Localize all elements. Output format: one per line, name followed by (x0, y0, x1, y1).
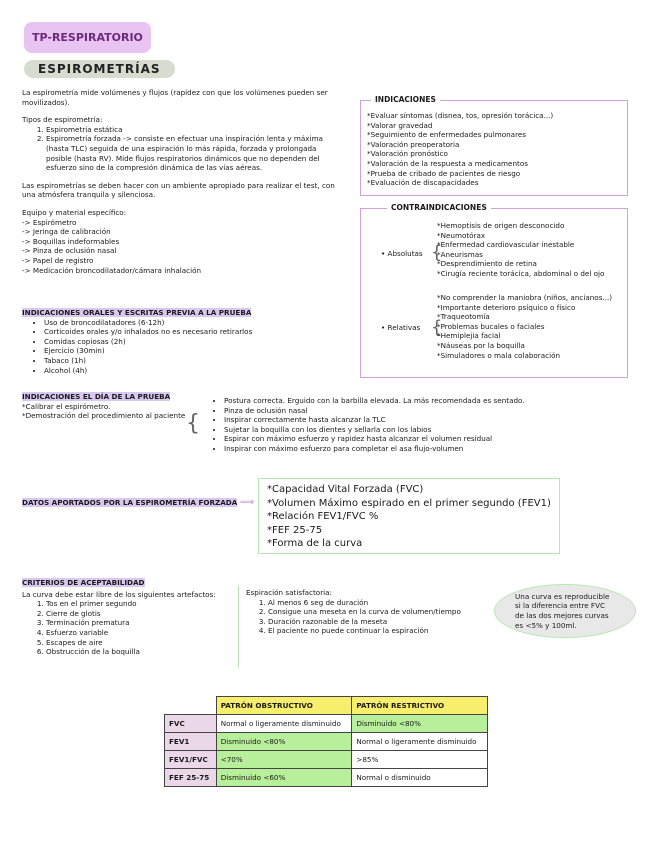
indicacion-item: *Valoración de la respuesta a medicamentos (367, 158, 528, 168)
list-item: • Inspirar correctamente hasta alcanzar la TLC (224, 415, 604, 425)
indicaciones-title: INDICACIONES (371, 95, 440, 104)
table-row (165, 733, 488, 751)
indicacion-item: *Valorar gravedad (367, 120, 433, 130)
list-item: • Tabaco (1h) (44, 356, 342, 366)
note-bubble (494, 584, 636, 638)
table-header-row (165, 697, 488, 715)
brace-icon: { (431, 242, 443, 263)
satisf-list (246, 598, 486, 636)
intro-section (22, 88, 340, 275)
list-item: • Corticoides orales y/o inhalados no es necesario retirarlos (44, 327, 342, 337)
list-item: 6. Obstrucción de la boquilla (46, 647, 236, 657)
list-item: *Problemas bucales o faciales (437, 321, 545, 331)
equipment-item: -> Jeringa de calibración (22, 227, 111, 237)
table-cell: Normal o ligeramente disminuido (216, 715, 352, 733)
table-row (165, 769, 488, 787)
list-item: 1. Espirometría estática (46, 125, 340, 135)
equipment-item: -> Boquillas indeformables (22, 236, 120, 246)
table-cell: Disminuido <80% (352, 715, 488, 733)
indicacion-item: *Valoración preoperatoria (367, 139, 460, 149)
patterns-table (164, 696, 488, 787)
list-item: 2. Cierre de glotis (46, 609, 236, 619)
table-corner (165, 697, 217, 715)
dia-prueba-item: *Calibrar el espirómetro. (22, 401, 111, 411)
list-item: • Espirar con máximo esfuerzo y rapidez hasta alcanzar el volumen residual (224, 434, 604, 444)
previas-list (22, 318, 342, 376)
list-item: *Enfermedad cardiovascular inestable (437, 240, 575, 250)
equipment-title: Equipo y material específico: (22, 207, 127, 217)
dato-item: *Relación FEV1/FVC % (267, 511, 379, 522)
list-item: *Cirugía reciente torácica, abdominal o del ojo (437, 268, 605, 278)
contraindicaciones-box (360, 203, 628, 378)
list-item: *Simuladores o mala colaboración (437, 350, 561, 360)
list-item: *Traqueotomía (437, 312, 490, 322)
list-item: • Uso de broncodilatadores (6-12h) (44, 318, 342, 328)
dia-prueba-list (204, 396, 604, 454)
row-label: FVC (165, 715, 217, 733)
equipment-item: -> Pinza de oclusión nasal (22, 246, 117, 256)
criterios-intro: La curva debe estar libre de los siguientes artefactos: (22, 589, 216, 599)
table-cell: Normal o disminuido (352, 769, 488, 787)
list-item: 4. Esfuerzo variable (46, 628, 236, 638)
equipment-item: -> Medicación broncodilatador/cámara inhalación (22, 265, 202, 275)
list-item: • Alcohol (4h) (44, 366, 342, 376)
absolutas-label: • Absolutas (381, 249, 423, 258)
contraindicaciones-title: CONTRAINDICACIONES (387, 203, 491, 212)
indicacion-item: *Prueba de cribado de pacientes de riesgo (367, 168, 521, 178)
table-header: PATRÓN RESTRICTIVO (352, 697, 488, 715)
absolutas-list (437, 221, 604, 279)
equipment-item: -> Espirómetro (22, 217, 77, 227)
table-row (165, 715, 488, 733)
previas-title: INDICACIONES ORALES Y ESCRITAS PREVIA A LA PRUEBA (22, 308, 252, 317)
list-item: • Inspirar con máximo esfuerzo para completar el asa flujo-volumen (224, 444, 604, 454)
indicacion-item: *Evaluación de discapacidades (367, 178, 479, 188)
list-item: • Postura correcta. Erguido con la barbilla elevada. La más recomendada es sentado. (224, 396, 604, 406)
list-item: *Náuseas por la boquilla (437, 340, 525, 350)
relativas-label: • Relativas (381, 323, 421, 332)
table-cell: Disminuido <60% (216, 769, 352, 787)
list-item: *Desprendimiento de retina (437, 259, 537, 269)
absolutas-text: Absolutas (387, 249, 423, 258)
types-list (22, 125, 340, 173)
datos-title-text: DATOS APORTADOS POR LA ESPIROMETRÍA FORZADA (22, 498, 238, 507)
list-item: *Hemoptisis de origen desconocido (437, 221, 565, 230)
row-label: FEV1 (165, 733, 217, 751)
satisf-title: Espiración satisfactoria: (246, 588, 332, 597)
table-header: PATRÓN OBSTRUCTIVO (216, 697, 352, 715)
definition-text: La espirometría mide volúmenes y flujos (rapidez con que los volúmenes pueden ser movilizados). (22, 88, 328, 107)
list-item: • Pinza de oclusión nasal (224, 406, 604, 416)
list-item: 1. Al menos 6 seg de duración (268, 598, 486, 608)
datos-box (258, 478, 560, 554)
indicacion-item: *Seguimiento de enfermedades pulmonares (367, 130, 527, 140)
brace-icon: { (186, 411, 200, 436)
table-cell: >85% (352, 751, 488, 769)
brace-icon: { (431, 317, 443, 338)
dato-item: *Capacidad Vital Forzada (FVC) (267, 484, 424, 495)
artefactos-list (22, 599, 236, 657)
table-cell: Normal o ligeramente disminuido (352, 733, 488, 751)
indicacion-item: *Valoración pronóstico (367, 149, 448, 159)
list-item: 4. El paciente no puede continuar la espiración (268, 626, 486, 636)
environment-text: Las espirometrías se deben hacer con un ambiente apropiado para realizar el test, con una atmósfera tranquila y silenciosa. (22, 180, 335, 200)
row-label: FEF 25-75 (165, 769, 217, 787)
equipment-item: -> Papel de registro (22, 255, 94, 265)
previas-section (22, 308, 342, 375)
table-cell: <70% (216, 751, 352, 769)
row-label: FEV1/FVC (165, 751, 217, 769)
dia-prueba-title: INDICACIONES EL DÍA DE LA PRUEBA (22, 392, 171, 401)
dato-item: *FEF 25-75 (267, 524, 323, 536)
types-title: Tipos de espirometría: (22, 115, 103, 125)
note-text: Una curva es reproducible si la diferencia entre FVC de las dos mejores curvas es <5% y 100ml. (515, 591, 610, 630)
arrow-icon: ⟹ (239, 497, 255, 508)
list-item: *Hemiplejia facial (437, 331, 501, 341)
dato-item: *Volumen Máximo espirado en el primer segundo (FEV1) (267, 497, 551, 509)
relativas-list (437, 293, 612, 360)
criterios-title: CRITERIOS DE ACEPTABILIDAD (22, 578, 145, 587)
list-item: 5. Escapes de aire (46, 638, 236, 648)
table-row (165, 751, 488, 769)
list-item: *No comprender la maniobra (niños, ancianos...) (437, 293, 613, 302)
list-item: 3. Duración razonable de la meseta (268, 617, 486, 627)
list-item: 2. Espirometría forzada -> consiste en efectuar una inspiración lenta y máxima (hasta TLC) seguida de una espiración lo más rápida, forzada y prolongada posible (hasta RV). Mide flujos respiratorios dinámicos que no dependen del esfuerzo sino de la compresión dinámica de las vías aéreas. (46, 134, 340, 172)
indicaciones-box (360, 95, 628, 196)
title-tag: TP-RESPIRATORIO (24, 22, 151, 53)
indicacion-item: *Evaluar síntomas (disnea, tos, opresión torácica...) (367, 111, 554, 120)
dato-item: *Forma de la curva (267, 538, 363, 549)
divider (238, 586, 239, 668)
list-item: • Ejercicio (30min) (44, 346, 342, 356)
list-item: 1. Tos en el primer segundo (46, 599, 236, 609)
dia-prueba-left (22, 392, 202, 421)
dia-prueba-item: *Demostración del procedimiento al paciente (22, 411, 186, 421)
list-item: • Comidas copiosas (2h) (44, 337, 342, 347)
list-item: 3. Terminación prematura (46, 618, 236, 628)
table-cell: Disminuido <80% (216, 733, 352, 751)
list-item: *Aneurismas (437, 249, 483, 259)
criterios-left (22, 578, 236, 657)
satisfactoria-section (246, 588, 486, 636)
datos-title (22, 498, 254, 508)
relativas-text: Relativas (387, 323, 421, 332)
list-item: *Neumotórax (437, 230, 486, 240)
list-item: 2. Consigue una meseta en la curva de volumen/tiempo (268, 607, 486, 617)
list-item: *Importante deterioro psíquico o físico (437, 302, 576, 312)
section-title: ESPIROMETRÍAS (24, 60, 175, 78)
list-item: • Sujetar la boquilla con los dientes y sellarla con los labios (224, 425, 604, 435)
